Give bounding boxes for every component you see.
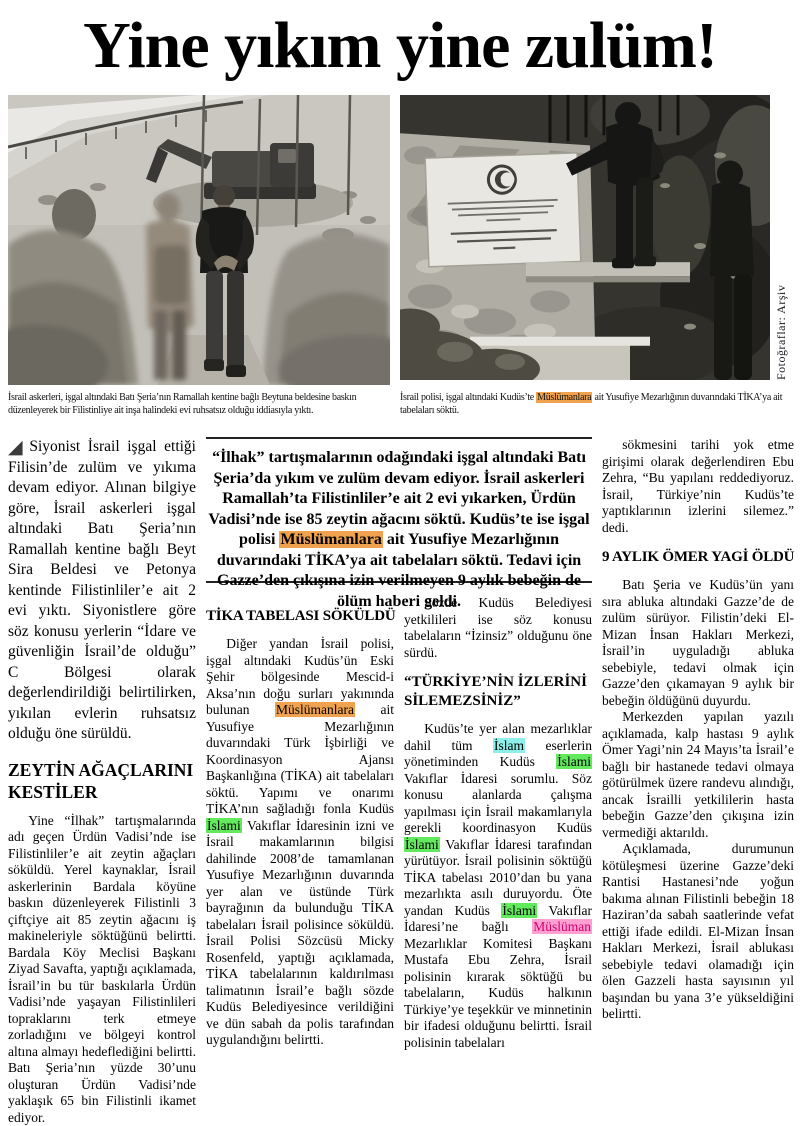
column-1 xyxy=(8,437,196,1126)
caption-left: İsrail askerleri, işgal altındaki Batı Şeria’nın Ramallah kentine bağlı Beytuna beldesine baskın düzenleyerek bir Filistinliye ait inşa halindeki evi ruhsatsız olduğu iddiasıyla yıktı. xyxy=(8,392,392,417)
tika-plaque xyxy=(425,153,581,267)
subhead-tika-tabelasi: TİKA TABELASI SÖKÜLDÜ xyxy=(206,607,394,626)
photo-credit: Fotoğraflar: Arşiv xyxy=(774,95,792,380)
photo-plaque-removal xyxy=(400,95,770,380)
paragraph: Sözde Kudüs Belediyesi yetkilileri ise söz konusu tabelaların “İzinsiz” olduğunu öne sürdü. xyxy=(404,595,592,661)
paragraph-lead xyxy=(8,437,196,745)
column-4 xyxy=(602,437,794,1023)
paragraph: sökmesini tarihi yok etme girişimi olarak değerlendiren Ebu Zehra, “Bu yapılanı reddediyoruz. İsrail, Türkiye’nin Kudüs’te yaptıklarının izlerini silemez.” dedi. xyxy=(602,437,794,536)
paragraph: Yine “İlhak” tartışmalarında adı geçen Ürdün Vadisi’nde ise Filistinliler’e ait zeytin ağaçları söküldü. Yerel kaynaklar, İsrail askerlerinin Bardala köyüne baskın düzenleyerek Filistinli 3 çiftçiye ait 85 zeytin ağacını iş makineleriyle söktüğünü belirtti. Bardala Köy Meclisi Başkanı Ziyad Savafta, yaptığı açıklamada, İsrail’in bu tür baskılarla Ürdün Vadisi’nde yaşayan Filistinlileri topraklarını terk etmeye zorladığını ve bölgeyi kontrol altına almayı hedeflediğini belirtti. Batı Şeria’nın yüzde 30’unu oluşturan Ürdün Vadisi’nde yaklaşık 65 bin Filistinli ikamet ediyor. xyxy=(8,813,196,1126)
paragraph: Açıklamada, durumunun kötüleşmesi üzerine Gazze’deki Rantisi Hastanesi’nde yoğun bakıma alınan Filistinli bebeğin 18 Haziran’da sabah saatlerinde vefat ettiği ifade edildi. El-Mizan İnsan Hakları Merkezi, İsrail ablukası sebebiyle tedavi olamadığı için ölen Gazzeli hasta sayısının yıl başından bu yana 3’e yükseldiğini belirtti. xyxy=(602,841,794,1023)
subhead-zeytin-agaclari: ZEYTİN AĞAÇLARINI KESTİLER xyxy=(8,759,196,803)
paragraph-lead-text: Siyonist İsrail işgal ettiği Filisin’de zulüm ve yıkıma devam ediyor. Alınan bilgiye göre, İsrail askerleri işgal altındaki Batı Şeria’nın Ramallah kentine bağlı Beyt Sira Beldesi ve Petonya kentinde Filistinliler’e ait 2 evi yıktı. Siyonistlere göre söz konusu yerlerin “İdare ve güvenliğin İsrail’de olduğu” C Bölgesi olarak değerlendirildiği belirtilirken, yıkılan evlerin ruhsatsız olduğu öne sürüldü. xyxy=(8,438,196,742)
lead-triangle-icon: ◢ xyxy=(8,437,26,458)
photo-demolition xyxy=(8,95,390,385)
paragraph: Diğer yandan İsrail polisi, işgal altındaki Kudüs’ün Eski Şehir bölgesinde Mescid-i Aksa’nın doğu surları yakınında bulunan Müslümanlara ait Yusufiye Mezarlığının duvarındaki Türk İşbirliği ve Koordinasyon Ajansı Başkanlığına (TİKA) ait tabelaları söktü. Yapımı ve onarımı TİKA’nın sağladığı fonla Kudüs İslami Vakıflar İdaresinin izni ve İsrail makamlarının bilgisi dahilinde 2008’de tamamlanan Yusufiye Mezarlığının duvarında yer alan ve üstünde Türk bayrağının da bulunduğu TİKA tabelaları İsrail polisince söküldü. İsrail Polisi Sözcüsü Micky Rosenfeld, yaptığı açıklamada, TİKA tabelalarının kaldırılması talimatının İsrail’e bağlı sözde Kudüs Belediyesince verildiğini ve dün sabah da polis tarafından uygulandığını belirtti. xyxy=(206,636,394,1049)
subhead-turkiyenin-izleri: “TÜRKİYE’NİN İZLERİNİ SİLEMEZSİNİZ” xyxy=(404,673,592,711)
paragraph: Kudüs’te yer alan mezarlıklar dahil tüm İslam eserlerin yönetiminden Kudüs İslami Vakıflar İdaresi sorumlu. Söz konusu alanlarda çalışma yapılması için İsrail makamlarıyla gerekli koordinasyon Kudüs İslami Vakıflar İdaresi tarafından yürütüyor. İsrail polisinin söktüğü TİKA tabelası 2010’dan bu yana mezarlıkta asılı duruyordu. Öte yandan Kudüs İslami Vakıflar İdaresi’ne bağlı Müslüman Mezarlıklar Komitesi Başkanı Mustafa Ebu Zehra, İsrail polisinin kırarak söktüğü bu tabelaların, Kudüs halkının Türkiye’ye teşekkür ve minnetinin bir ifadesi olduğunu belirtti. İsrail polisinin tabelaları xyxy=(404,721,592,1051)
paragraph: Batı Şeria ve Kudüs’ün yanı sıra abluka altındaki Gazze’de de zulüm sürüyor. Filistin’deki El-Mizan İnsan Hakları Merkezi, İsrail’in uyguladığı abluka sebebiyle, tedavi olmak için Gazze’den çıkamayan 9 aylık bir bebeğin öldüğünü duyurdu. xyxy=(602,577,794,709)
intro-summary: “İlhak” tartışmalarının odağındaki işgal altındaki Batı Şeria’da yıkım ve zulüm devam ediyor. İsrail askerleri Ramallah’ta Filistinliler’e ait 2 evi yıkarken, Ürdün Vadisi’nde ise 85 zeytin ağacını söktü. Kudüs’te ise işgal polisi Müslümanlara ait Yusufiye Mezarlığının duvarındaki TİKA’ya ait tabelaları söktü. Tedavi için Gazze’den çıkışına izin verilmeyen 9 aylık bebeğin de ölüm haberi geldi. xyxy=(206,437,592,583)
column-2 xyxy=(206,595,394,1049)
paragraph: Merkezden yapılan yazılı açıklamada, kalp hastası 9 aylık Ömer Yagi’nin 24 Mayıs’ta İsrail’e bağlı bir hastanede tedavi olmaya götürülmek üzere randevu alındığı, ancak İsrailli yetkililerin hasta bebeğin Gazze’den çıkışına izin vermediği aktarıldı. xyxy=(602,709,794,841)
column-3 xyxy=(404,595,592,1051)
photo-plaque-art xyxy=(400,95,770,380)
caption-right: İsrail polisi, işgal altındaki Kudüs’te Müslümanlara ait Yusufiye Mezarlığının duvarındaki TİKA’ya ait tabelaları söktü. xyxy=(400,392,790,417)
partial-figure xyxy=(710,160,754,380)
photo-demolition-art xyxy=(8,95,390,385)
headline: Yine yıkım yine zulüm! xyxy=(0,2,800,92)
subhead-omer-yagi: 9 AYLIK ÖMER YAGİ ÖLDÜ xyxy=(602,548,794,567)
